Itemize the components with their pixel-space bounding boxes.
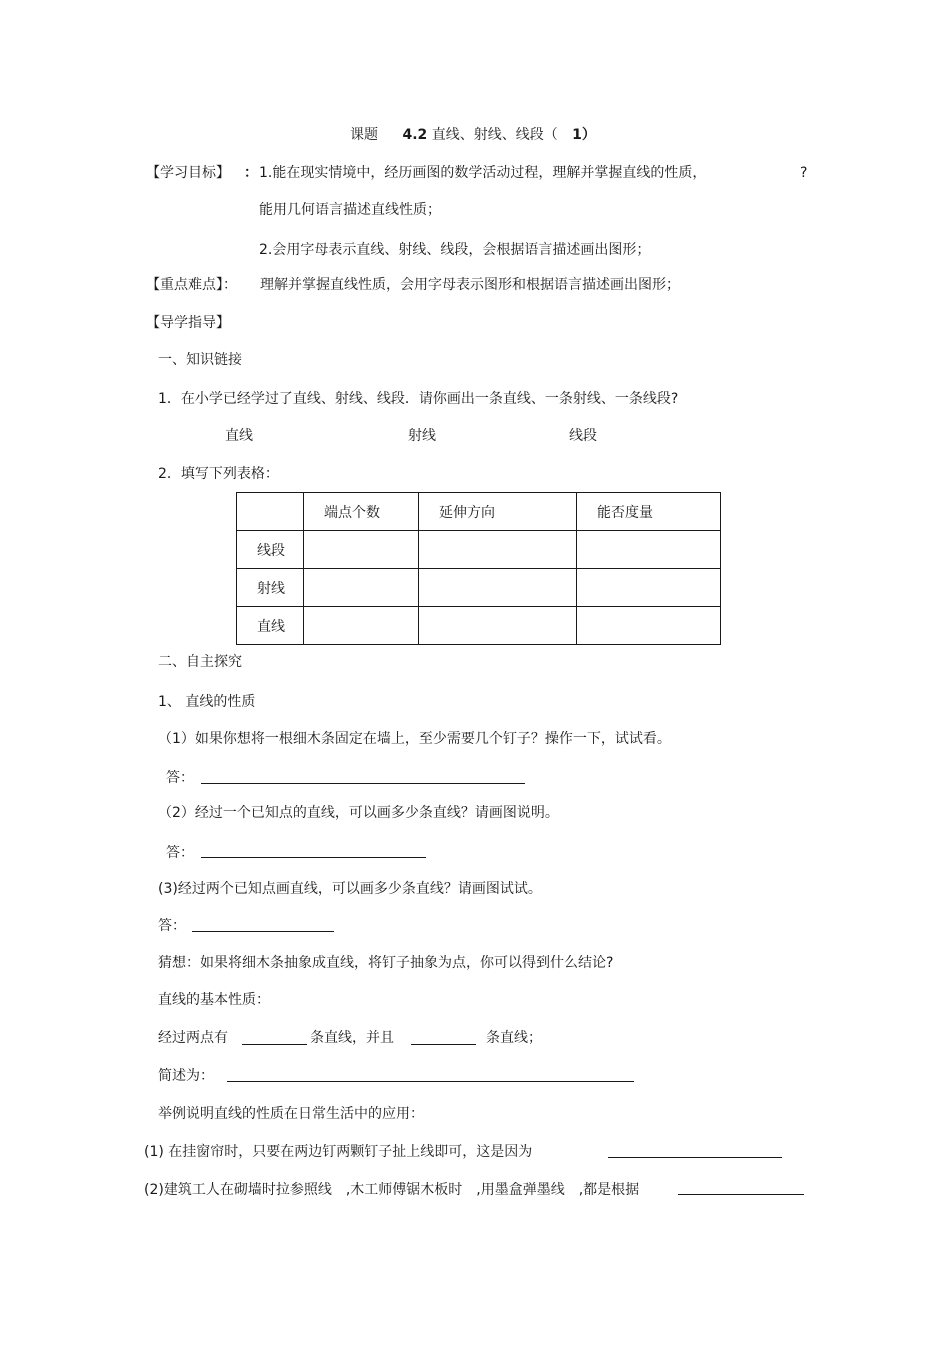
- guide-label: 【导学指导】: [146, 315, 230, 331]
- table-cell[interactable]: [577, 607, 721, 645]
- examples-intro: 举例说明直线的性质在日常生活中的应用：: [158, 1106, 424, 1122]
- example-1-blank[interactable]: [608, 1157, 782, 1158]
- table-row: [237, 569, 721, 607]
- title-text: 直线、射线、线段（: [431, 127, 558, 143]
- example-1: (1) 在挂窗帘时，只要在两边钉两颗钉子扯上线即可，这是因为: [144, 1144, 533, 1160]
- property-text-c: 条直线；: [486, 1030, 542, 1046]
- answer-label: 答：: [166, 770, 194, 786]
- brief-label: 简述为：: [158, 1068, 214, 1084]
- table-cell[interactable]: [419, 531, 577, 569]
- table-cell[interactable]: [419, 607, 577, 645]
- title-prefix: 课题: [350, 127, 378, 143]
- answer-label: 答：: [166, 845, 194, 861]
- title-number: 4.2: [402, 127, 428, 143]
- table-row: [237, 607, 721, 645]
- table-row-label: 线段: [237, 531, 304, 569]
- section1-title: 一、知识链接: [158, 352, 242, 368]
- example-2: (2)建筑工人在砌墙时拉参照线 ,木工师傅锯木板时 ,用墨盒弹墨线 ,都是根据: [144, 1182, 640, 1198]
- goals-item-2: 2.会用字母表示直线、射线、线段，会根据语言描述画出图形；: [259, 242, 651, 258]
- label-straight-line: 直线: [225, 428, 253, 444]
- answer-blank-1[interactable]: [201, 783, 525, 784]
- brief-blank[interactable]: [227, 1081, 634, 1082]
- table-row: [237, 531, 721, 569]
- table-cell[interactable]: [577, 569, 721, 607]
- example-2-blank[interactable]: [678, 1194, 804, 1195]
- goals-label: 【学习目标】: [146, 165, 230, 181]
- label-ray: 射线: [408, 428, 436, 444]
- table-cell[interactable]: [577, 531, 721, 569]
- title-part: 1）: [572, 127, 596, 143]
- section2-title: 二、自主探究: [158, 654, 242, 670]
- table-header-cell: 延伸方向: [419, 493, 577, 531]
- question-1: （1）如果你想将一根细木条固定在墙上，至少需要几个钉子？操作一下，试试看。: [158, 731, 671, 747]
- question-2: （2）经过一个已知点的直线，可以画多少条直线？请画图说明。: [158, 805, 559, 821]
- table-cell[interactable]: [304, 569, 419, 607]
- section2-subtitle: 1、 直线的性质: [158, 694, 256, 710]
- table-cell[interactable]: [419, 569, 577, 607]
- goals-question-mark: ?: [800, 165, 808, 181]
- property-text-a: 经过两点有: [158, 1030, 228, 1046]
- answer-label: 答：: [158, 918, 186, 934]
- key-points-text: 理解并掌握直线性质，会用字母表示图形和根据语言描述画出图形；: [260, 277, 680, 293]
- section1-question-2: 2．填写下列表格：: [158, 466, 279, 482]
- goals-item-1-continued: 能用几何语言描述直线性质；: [259, 202, 441, 218]
- goals-colon: ：: [244, 165, 258, 181]
- properties-table: [236, 492, 721, 645]
- goals-item-1: 1.能在现实情境中，经历画图的数学活动过程，理解并掌握直线的性质，: [259, 165, 707, 181]
- table-cell[interactable]: [304, 531, 419, 569]
- answer-blank-2[interactable]: [201, 857, 426, 858]
- table-header-cell: 端点个数: [304, 493, 419, 531]
- table-cell[interactable]: [304, 607, 419, 645]
- table-row-label: 射线: [237, 569, 304, 607]
- property-blank-2[interactable]: [411, 1044, 476, 1045]
- guess-text: 猜想：如果将细木条抽象成直线，将钉子抽象为点，你可以得到什么结论?: [158, 955, 614, 971]
- answer-blank-3[interactable]: [192, 931, 334, 932]
- property-blank-1[interactable]: [242, 1044, 307, 1045]
- key-points-label: 【重点难点】：: [146, 277, 237, 293]
- label-segment: 线段: [569, 428, 597, 444]
- basic-property-heading: 直线的基本性质：: [158, 992, 270, 1008]
- table-header-row: [237, 493, 721, 531]
- section1-question-1: 1．在小学已经学过了直线、射线、线段．请你画出一条直线、一条射线、一条线段?: [158, 391, 679, 407]
- question-3: (3)经过两个已知点画直线，可以画多少条直线？请画图试试。: [158, 881, 542, 897]
- property-text-b: 条直线，并且: [310, 1030, 394, 1046]
- table-header-cell: 能否度量: [577, 493, 721, 531]
- table-row-label: 直线: [237, 607, 304, 645]
- page-title: [350, 126, 596, 144]
- table-header-cell: [237, 493, 304, 531]
